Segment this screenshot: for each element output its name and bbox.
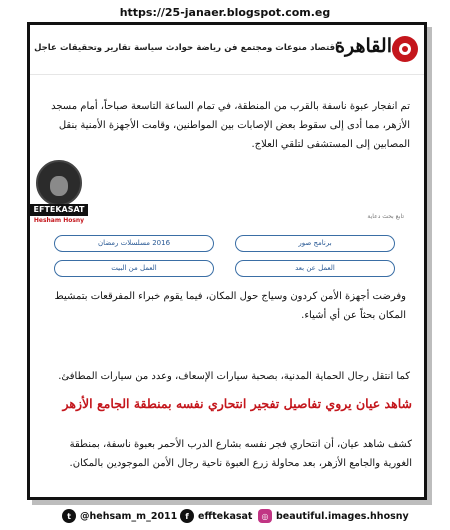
- site-logo[interactable]: [336, 33, 418, 65]
- nav-item-society[interactable]: منوعات ومجتمع: [240, 43, 307, 53]
- nav-item-art[interactable]: فن: [224, 43, 238, 53]
- twitter-icon: t: [62, 509, 76, 523]
- article-paragraph-4: كشف شاهد عيان، أن انتحاري فجر نفسه بشارع الدرب الأحمر بعبوة ناسفة، بمنطقة الغورية والجامع الأزهر، بعد محاولة زرع العبوة ناحية رجال الأمن الموجودين بالمكان.: [69, 439, 412, 469]
- article-paragraph-2: وفرضت أجهزة الأمن كردون وسياج حول المكان، فيما يقوم خبراء المفرقعات بتمشيط المكان بحثاً عن أي أشياء.: [54, 291, 406, 321]
- logo-circle-icon: [392, 36, 418, 62]
- instagram-icon: ◎: [258, 509, 272, 523]
- nav-item-sports[interactable]: رياضة: [196, 43, 222, 53]
- facebook-handle: efftekasat: [198, 510, 253, 522]
- efteksat-badge: [30, 160, 88, 236]
- badge-title: EFTEKASAT: [30, 204, 88, 216]
- main-nav: [34, 43, 338, 53]
- tag-photo-program[interactable]: برنامج صور: [235, 235, 395, 252]
- tag-ramadan-series[interactable]: 2016 مسلسلات رمضان: [54, 235, 214, 252]
- facebook-link[interactable]: [180, 509, 252, 523]
- logo-text: القاهرة: [335, 35, 392, 57]
- nav-item-breaking[interactable]: عاجل: [34, 43, 57, 53]
- nav-item-reports[interactable]: تقارير وتحقيقات: [60, 43, 131, 53]
- twitter-link[interactable]: [62, 509, 177, 523]
- screenshot-frame: [27, 22, 427, 500]
- social-bar: [0, 506, 450, 528]
- site-header: [30, 25, 424, 75]
- watermark-url: https://25-janaer.blogspot.com.eg: [119, 6, 331, 19]
- article-paragraph-1: تم انفجار عبوة ناسفة بالقرب من المنطقة، في تمام الساعة التاسعة صباحاً، أمام مسجد الأزهر، مما أدى إلى سقوط بعض الإصابات بين المواطنين، وقامت الأجهزة الأمنية بنقل المصابين إلى المستشفى لتلقي العلاج.: [51, 101, 410, 150]
- nav-item-accidents[interactable]: حوادث: [165, 43, 194, 53]
- portrait-image: [36, 160, 82, 206]
- tags-label: تابع بحث دعاية: [367, 213, 404, 220]
- twitter-handle: @hehsam_m_2011: [80, 510, 178, 522]
- tag-remote-work[interactable]: العمل عن بعد: [235, 260, 395, 277]
- nav-item-politics[interactable]: سياسة: [134, 43, 163, 53]
- nav-item-economy[interactable]: اقتصاد: [310, 43, 338, 53]
- article-paragraph-3: كما انتقل رجال الحماية المدنية، بصحبة سيارات الإسعاف، وعدد من سيارات المطافئ.: [58, 371, 410, 382]
- instagram-handle: beautiful.images.hhosny: [276, 510, 409, 522]
- badge-subtitle: Hesham Hosny: [33, 217, 85, 224]
- tag-work-from-home[interactable]: العمل من البيت: [54, 260, 214, 277]
- article-subheadline: شاهد عيان يروي تفاصيل تفجير انتحاري نفسه بمنطقة الجامع الأزهر: [62, 396, 412, 411]
- instagram-link[interactable]: [258, 509, 409, 523]
- facebook-icon: f: [180, 509, 194, 523]
